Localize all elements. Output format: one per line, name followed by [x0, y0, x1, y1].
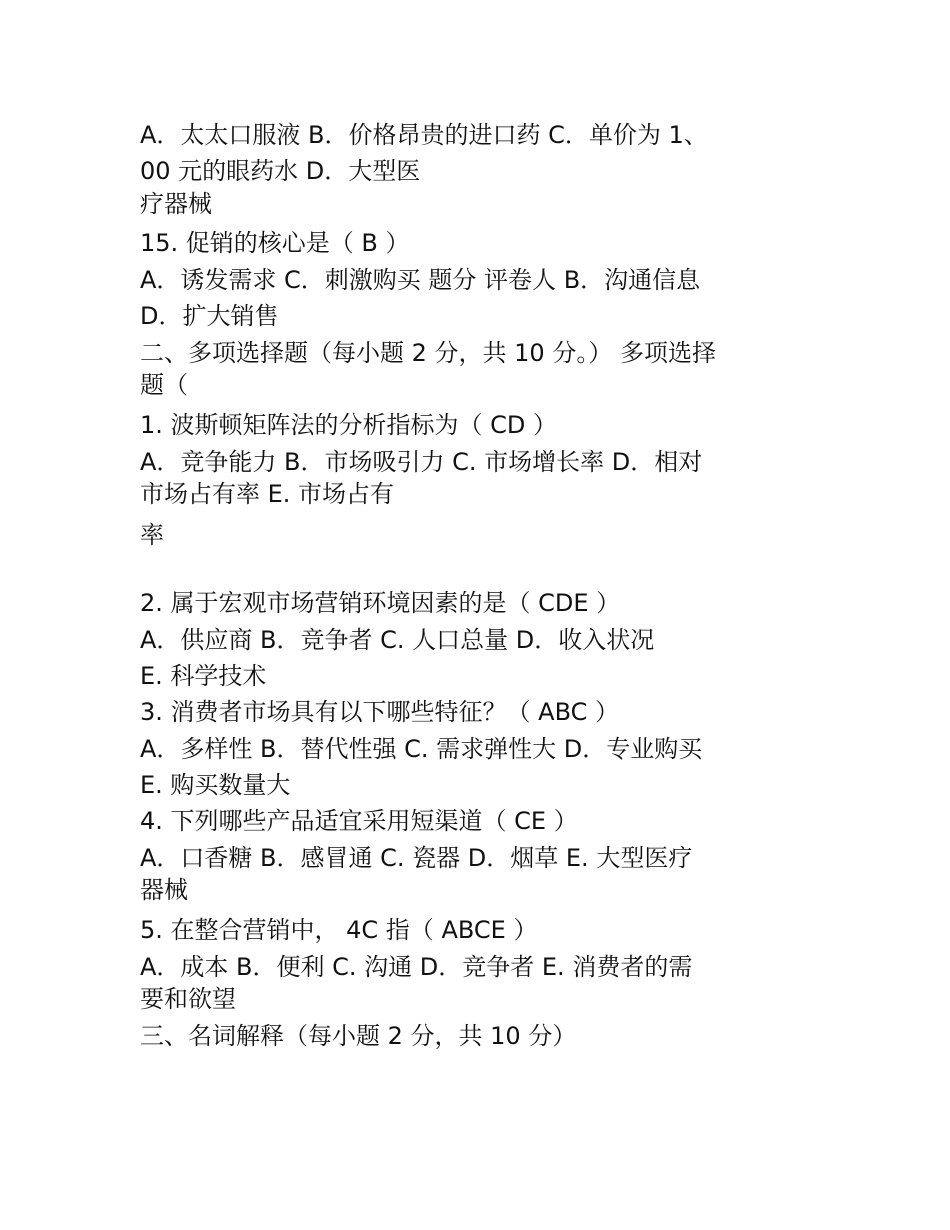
text-line: 5. 在整合营销中， 4C 指（ ABCE ） [140, 916, 538, 944]
text-line: 00 元的眼药水 D．大型医 [140, 157, 421, 185]
text-line: A．口香糖 B．感冒通 C. 瓷器 D．烟草 E. 大型医疗 [140, 844, 693, 872]
text-line: A．竞争能力 B．市场吸引力 C. 市场增长率 D．相对 [140, 448, 703, 476]
section-heading: 三、名词解释（每小题 2 分，共 10 分） [140, 1022, 577, 1050]
text-line: 4. 下列哪些产品适宜采用短渠道（ CE ） [140, 807, 578, 835]
text-line: A．成本 B．便利 C. 沟通 D．竞争者 E. 消费者的需 [140, 953, 693, 981]
section-heading: 二、多项选择题（每小题 2 分，共 10 分。） 多项选择 [140, 339, 716, 367]
text-line: D．扩大销售 [140, 302, 279, 330]
text-line: 率 [140, 521, 164, 549]
text-line: 要和欲望 [140, 985, 236, 1013]
text-line: 题（ [140, 371, 188, 399]
text-line: 15. 促销的核心是（ B ） [140, 229, 410, 257]
text-line: 疗器械 [140, 190, 212, 218]
text-line: A．多样性 B．替代性强 C. 需求弹性大 D．专业购买 [140, 735, 703, 763]
text-line: E. 购买数量大 [140, 771, 291, 799]
text-line: 1. 波斯顿矩阵法的分析指标为（ CD ） [140, 411, 558, 439]
text-line: 2. 属于宏观市场营销环境因素的是（ CDE ） [140, 589, 621, 617]
text-line: E. 科学技术 [140, 662, 267, 690]
text-line: A．供应商 B．竞争者 C. 人口总量 D．收入状况 [140, 626, 655, 654]
text-line: A．诱发需求 C．刺激购买 题分 评卷人 B．沟通信息 [140, 266, 701, 294]
text-line: 3. 消费者市场具有以下哪些特征？（ ABC ） [140, 698, 620, 726]
text-line: 市场占有率 E. 市场占有 [140, 480, 395, 508]
text-line: A．太太口服液 B．价格昂贵的进口药 C．单价为 1、 [140, 121, 708, 149]
text-line: 器械 [140, 876, 188, 904]
